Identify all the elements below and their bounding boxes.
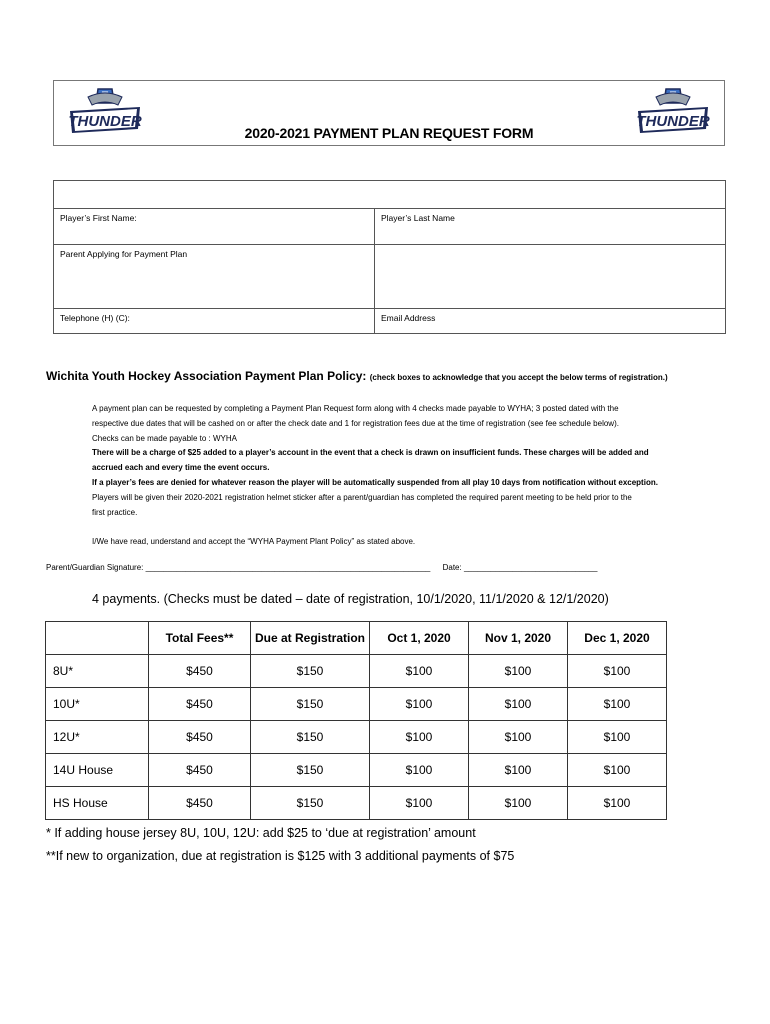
table-cell: $100 [469, 688, 568, 721]
policy-line: A payment plan can be requested by completing a Payment Plan Request form along with 4 checks made payable to WYHA; 3 posted dated with the [92, 404, 619, 413]
table-cell: $100 [568, 721, 667, 754]
table-cell: $100 [370, 688, 469, 721]
table-cell: $150 [251, 787, 370, 820]
parent-label: Parent Applying for Payment Plan [60, 249, 188, 259]
table-cell: 12U* [46, 721, 149, 754]
table-cell: $100 [568, 655, 667, 688]
first-name-label: Player’s First Name: [60, 213, 137, 223]
table-cell: 10U* [46, 688, 149, 721]
telephone-label: Telephone (H) (C): [60, 313, 130, 323]
table-cell: $100 [469, 787, 568, 820]
signature-line[interactable] [46, 563, 597, 572]
table-cell: $100 [469, 754, 568, 787]
table-cell: $150 [251, 688, 370, 721]
table-cell: $150 [251, 754, 370, 787]
telephone-field[interactable] [54, 309, 375, 333]
policy-line: respective due dates that will be cashed on or after the check date and 1 for registration fees due at the time of registration (see fee schedule below). [92, 419, 619, 428]
table-cell: $450 [149, 754, 251, 787]
table-cell: $450 [149, 655, 251, 688]
svg-text:THUNDER: THUNDER [636, 113, 710, 130]
accept-statement: I/We have read, understand and accept the “WYHA Payment Plant Policy” as stated above. [92, 537, 416, 546]
table-row [46, 721, 667, 754]
table-cell: 8U* [46, 655, 149, 688]
policy-line: accrued each and every time the event occurs. [92, 463, 270, 472]
parent-field[interactable] [54, 245, 375, 309]
parent-extra-field[interactable] [375, 245, 725, 309]
player-info-grid [53, 180, 726, 334]
table-cell: $100 [370, 787, 469, 820]
table-cell: $100 [568, 688, 667, 721]
policy-line: There will be a charge of $25 added to a player’s account in the event that a check is drawn on insufficient funds. These charges will be added and [92, 448, 649, 457]
email-label: Email Address [381, 313, 436, 323]
policy-line: Players will be given their 2020-2021 registration helmet sticker after a parent/guardian has completed the required parent meeting to be held prior to the [92, 493, 632, 502]
column-header: Dec 1, 2020 [568, 622, 667, 655]
table-cell: $100 [370, 754, 469, 787]
table-cell: $100 [370, 655, 469, 688]
last-name-field[interactable] [375, 209, 725, 245]
table-cell: 14U House [46, 754, 149, 787]
column-header: Oct 1, 2020 [370, 622, 469, 655]
policy-title-text: Wichita Youth Hockey Association Payment Plan Policy: [46, 369, 367, 383]
policy-line: Checks can be made payable to : WYHA [92, 434, 237, 443]
policy-line: If a player’s fees are denied for whatever reason the player will be automatically suspended from all play 10 days from notification without exception. [92, 478, 658, 487]
table-cell: HS House [46, 787, 149, 820]
column-header [46, 622, 149, 655]
jersey-note: * If adding house jersey 8U, 10U, 12U: add $25 to ‘due at registration’ amount [46, 826, 476, 840]
email-field[interactable] [375, 309, 725, 333]
table-row [46, 655, 667, 688]
signature-label: Parent/Guardian Signature: ________________________________________________________________ [46, 563, 431, 572]
column-header: Total Fees** [149, 622, 251, 655]
table-cell: $100 [568, 787, 667, 820]
last-name-label: Player’s Last Name [381, 213, 455, 223]
policy-title [46, 369, 668, 383]
date-label: Date: ______________________________ [442, 563, 598, 572]
table-cell: $450 [149, 721, 251, 754]
policy-line: first practice. [92, 508, 138, 517]
first-name-field[interactable] [54, 209, 375, 245]
table-cell: $100 [469, 655, 568, 688]
form-title: 2020-2021 PAYMENT PLAN REQUEST FORM [244, 125, 534, 141]
table-cell: $450 [149, 688, 251, 721]
table-cell: $100 [568, 754, 667, 787]
new-org-note: **If new to organization, due at registration is $125 with 3 additional payments of $75 [46, 849, 515, 863]
table-cell: $150 [251, 721, 370, 754]
table-cell: $100 [370, 721, 469, 754]
table-row [46, 787, 667, 820]
column-header: Nov 1, 2020 [469, 622, 568, 655]
svg-text:THUNDER: THUNDER [68, 113, 142, 130]
table-cell: $100 [469, 721, 568, 754]
thunder-logo [636, 87, 710, 139]
table-row [46, 754, 667, 787]
blank-header-row [54, 181, 725, 209]
table-cell: $450 [149, 787, 251, 820]
column-header: Due at Registration [251, 622, 370, 655]
fee-schedule-table [45, 621, 667, 820]
policy-subtitle: (check boxes to acknowledge that you accept the below terms of registration.) [369, 373, 668, 382]
table-row [46, 688, 667, 721]
table-cell: $150 [251, 655, 370, 688]
header-box [53, 80, 725, 146]
table-header-row [46, 622, 667, 655]
payments-heading: 4 payments. (Checks must be dated – date of registration, 10/1/2020, 11/1/2020 & 12/1/2020) [92, 592, 609, 606]
